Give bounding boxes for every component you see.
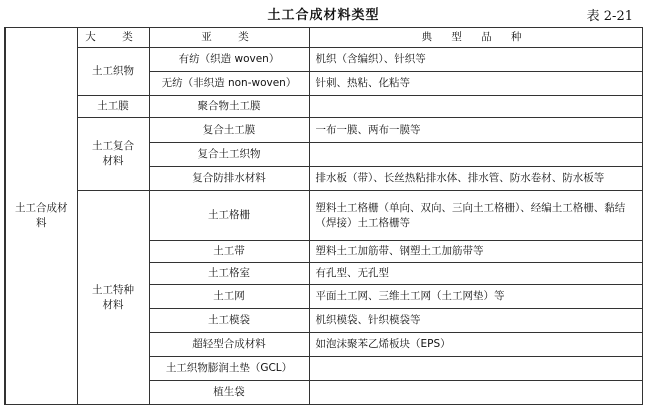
- table-row: [5, 191, 642, 241]
- sub-cell: 复合土工膜: [149, 118, 309, 143]
- sub-cell: 土工带: [149, 241, 309, 263]
- sub-cell: 土工织物膨润土垫（GCL）: [149, 357, 309, 381]
- major-geomembrane: 土工膜: [77, 96, 149, 118]
- typical-cell: 机织（含编织）、针织等: [309, 48, 642, 72]
- typical-cell: 如泡沫聚苯乙烯板块（EPS）: [309, 333, 642, 357]
- major-geotextile: 土工织物: [77, 48, 149, 96]
- sub-cell: 植生袋: [149, 381, 309, 405]
- typical-cell: 针刺、热粘、化粘等: [309, 72, 642, 96]
- sub-cell: 土工格室: [149, 263, 309, 285]
- header-sub: 亚 类: [149, 28, 309, 48]
- typical-cell: 平面土工网、三维土工网（土工网垫）等: [309, 285, 642, 309]
- header-major: 大 类: [77, 28, 149, 48]
- sub-cell: 聚合物土工膜: [149, 96, 309, 118]
- table-title: 土工合成材料类型: [267, 8, 380, 23]
- header-row: [5, 28, 642, 48]
- root-category: 土工合成材料: [15, 202, 68, 229]
- sub-cell: 复合土工织物: [149, 143, 309, 167]
- sub-cell: 土工格栅: [149, 191, 309, 241]
- sub-cell: 复合防排水材料: [149, 167, 309, 191]
- sub-cell: 土工模袋: [149, 309, 309, 333]
- major-geocomposite-label: 土工复合材料: [92, 140, 134, 167]
- typical-cell: [309, 381, 642, 405]
- table-number: 表 2-21: [586, 9, 633, 24]
- table-row: [5, 96, 642, 118]
- classification-table: [4, 27, 643, 405]
- major-geocomposite: [77, 118, 149, 191]
- sub-cell: 超轻型合成材料: [149, 333, 309, 357]
- major-special: [77, 191, 149, 405]
- typical-cell: 机织模袋、针织模袋等: [309, 309, 642, 333]
- typical-cell: 一布一膜、两布一膜等: [309, 118, 642, 143]
- table-row: [5, 118, 642, 143]
- header-typical: 典 型 品 种: [309, 28, 642, 48]
- typical-cell: 塑料土工加筋带、钢塑土工加筋带等: [309, 241, 642, 263]
- typical-cell: [309, 96, 642, 118]
- sub-cell: 无纺（非织造 non-woven）: [149, 72, 309, 96]
- typical-cell: [309, 143, 642, 167]
- typical-cell: 有孔型、无孔型: [309, 263, 642, 285]
- sub-cell: 土工网: [149, 285, 309, 309]
- typical-cell: [309, 357, 642, 381]
- sub-cell: 有纺（织造 woven）: [149, 48, 309, 72]
- typical-cell: 排水板（带）、长丝热粘排水体、排水管、防水卷材、防水板等: [309, 167, 642, 191]
- root-category-cell: [5, 28, 77, 405]
- table-row: [5, 48, 642, 72]
- typical-cell: 塑料土工格栅（单向、双向、三向土工格栅）、经编土工格栅、黏结（焊接）土工格栅等: [309, 191, 642, 241]
- major-special-label: 土工特种材料: [92, 283, 134, 311]
